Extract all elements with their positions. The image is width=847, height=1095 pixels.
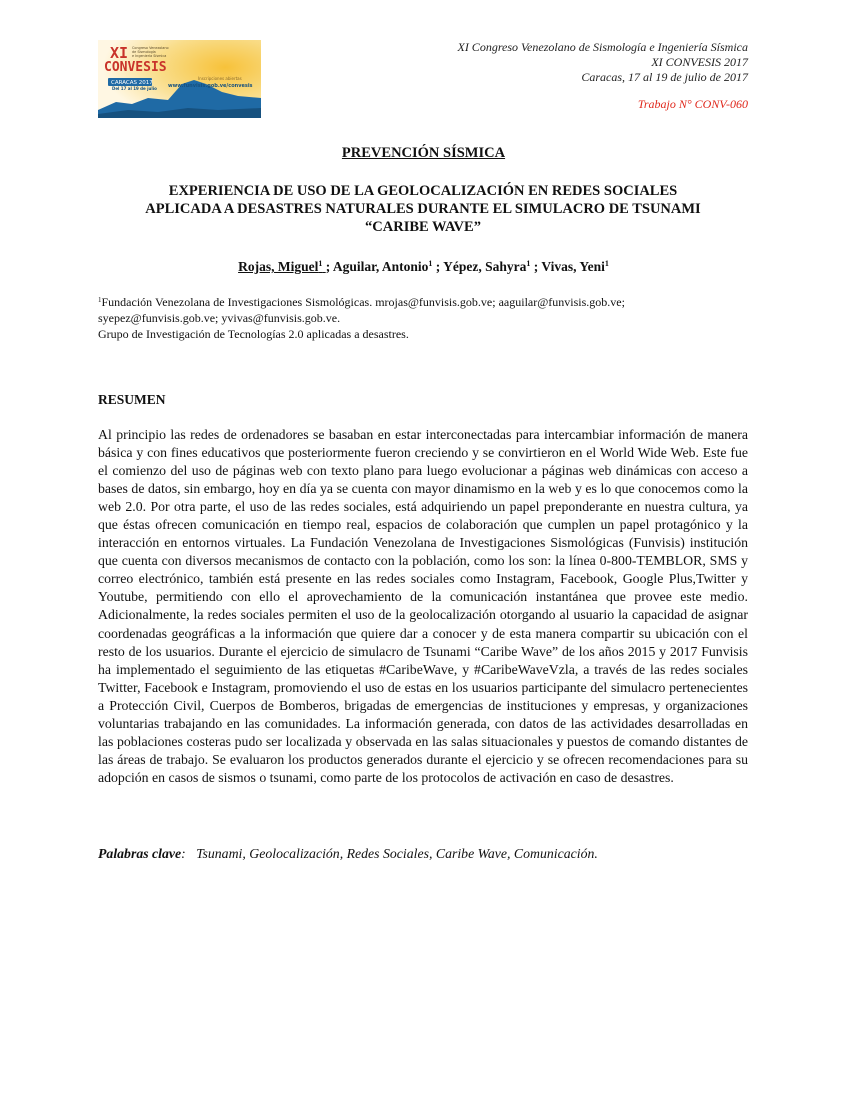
author-affiliation-mark: 1	[604, 259, 609, 268]
logo-url: www.funvisis.gob.ve/convesis	[168, 83, 253, 89]
logo-dates: Del 17 al 19 de julio	[112, 86, 157, 91]
conference-logo	[98, 40, 261, 118]
title-line: APLICADA A DESASTRES NATURALES DURANTE EL SIMULACRO DE TSUNAMI	[145, 201, 701, 217]
author-affiliation-mark: 1	[526, 259, 531, 268]
logo-tagline-1: Congreso Venezolano	[132, 46, 169, 50]
keywords-list: Tsunami, Geolocalización, Redes Sociales, Caribe Wave, Comunicación.	[196, 846, 598, 861]
author-name: Rojas, Miguel$^1$	[238, 259, 323, 274]
author-name: Yépez, Sahyra$^1$	[443, 259, 531, 274]
keywords-label: Palabras clave	[98, 846, 182, 861]
conference-logo-graphic	[98, 40, 261, 118]
logo-numeral: XI	[110, 44, 129, 62]
paper-title	[98, 182, 748, 236]
section-title: PREVENCIÓN SÍSMICA	[341, 145, 506, 161]
author-affiliation-mark: 1	[318, 259, 323, 268]
logo-city-badge: CARACAS 2017	[111, 80, 153, 86]
logo-tagline-2: de Sismología	[132, 50, 156, 54]
author-name: Vivas, Yeni$^1$	[541, 259, 609, 274]
abstract-body: Al principio las redes de ordenadores se basaban en estar interconectadas para intercambiar información de manera básica y con fines educativos que posteriormente fueron creciendo y se convirtieron en el World Wide Web. Este fue el comienzo del uso de páginas web con texto plano para luego evolucionar a páginas web dinámicas con acceso a bases de datos, sin embargo, hoy en día ya se cuenta con mayor dinamismo en la web y es lo que conocemos como la web 2.0. Por otra parte, el uso de las redes sociales, está adquiriendo un papel preponderante en nuestra cultura, ya que éstas ofrecen comunicación en tiempo real, espacios de colaboración que cumplen un papel protagónico y la interacción en entornos virtuales. La Fundación Venezolana de Investigaciones Sismológicas (Funvisis) institución que cuenta con diversos mecanismos de contacto con la población, como los son: la línea 0-800-TEMBLOR, SMS y correo electrónico, también está presente en las redes sociales como Instagram, Facebook, Google Plus,Twitter y Youtube, permitiendo con ello el aprovechamiento de la comunicación instantánea que provee este medio. Adicionalmente, la redes sociales permiten el uso de la geolocalización otorgando al usuario la capacidad de asignar coordenadas geográficas a la información que quiere dar a conocer y de esta manera compartir su ubicación con el resto de los usuarios. Durante el ejercicio de simulacro de Tsunami “Caribe Wave” de los años 2015 y 2017 Funvisis ha implementado el seguimiento de las etiquetas #CaribeWave, y #CaribeWaveVzla, a través de las redes sociales Twitter, Facebook e Instagram, promoviendo el uso de estas en los usuarios participante del simulacro pertenecientes a Protección Civil, Cuerpos de Bomberos, brigadas de emergencias de instituciones y empresas, y organizaciones voluntarias trabajando en las comunidades. La información generada, con datos de las actividades desarrolladas en las poblaciones costeras pudo ser localizada y observada en las salas situacionales y puestos de comando distantes de las áreas de trabajo. Se evaluaron los productos generados durante el ejercicio y se ofrecen recomendaciones para su adopción en casos de sismos o tsunami, como parte de los protocolos de activación en caso de desastres.	[98, 427, 748, 785]
affiliation-block	[98, 292, 748, 342]
logo-inscriptions: Inscripciones abiertas	[198, 76, 242, 81]
logo-tagline-3: e Ingeniería Sísmica	[132, 54, 167, 58]
affiliation-line: $^1$Fundación Venezolana de Investigaciones Sismológicas. mrojas@funvisis.gob.ve; aaguilar@funvisis.gob.ve;	[98, 295, 625, 309]
conference-name: XI Congreso Venezolano de Sismología e Ingeniería Sísmica	[457, 40, 748, 54]
author-affiliation-mark: 1	[428, 259, 433, 268]
author-list: Rojas, Miguel$^1$ ; Aguilar, Antonio$^1$ ; Yépez, Sahyra$^1$ ; Vivas, Yeni$^1$	[238, 259, 609, 274]
affiliation-line: syepez@funvisis.gob.ve; yvivas@funvisis.gob.ve.	[98, 311, 341, 325]
research-group: Grupo de Investigación de Tecnologías 2.0 aplicadas a desastres.	[98, 327, 409, 341]
paper-number: Trabajo N° CONV-060	[637, 97, 748, 111]
conference-place-date: Caracas, 17 al 19 de julio de 2017	[581, 70, 748, 84]
conference-acronym: XI CONVESIS 2017	[651, 55, 748, 69]
conference-header	[457, 40, 748, 85]
title-line: “CARIBE WAVE”	[365, 219, 481, 235]
author-name: Aguilar, Antonio$^1$	[332, 259, 433, 274]
keywords: Palabras clave: Tsunami, Geolocalización, Redes Sociales, Caribe Wave, Comunicación.	[98, 846, 598, 861]
abstract-heading: RESUMEN	[98, 392, 166, 407]
logo-name: CONVESIS	[104, 60, 167, 75]
title-line: EXPERIENCIA DE USO DE LA GEOLOCALIZACIÓN EN REDES SOCIALES	[168, 183, 678, 199]
